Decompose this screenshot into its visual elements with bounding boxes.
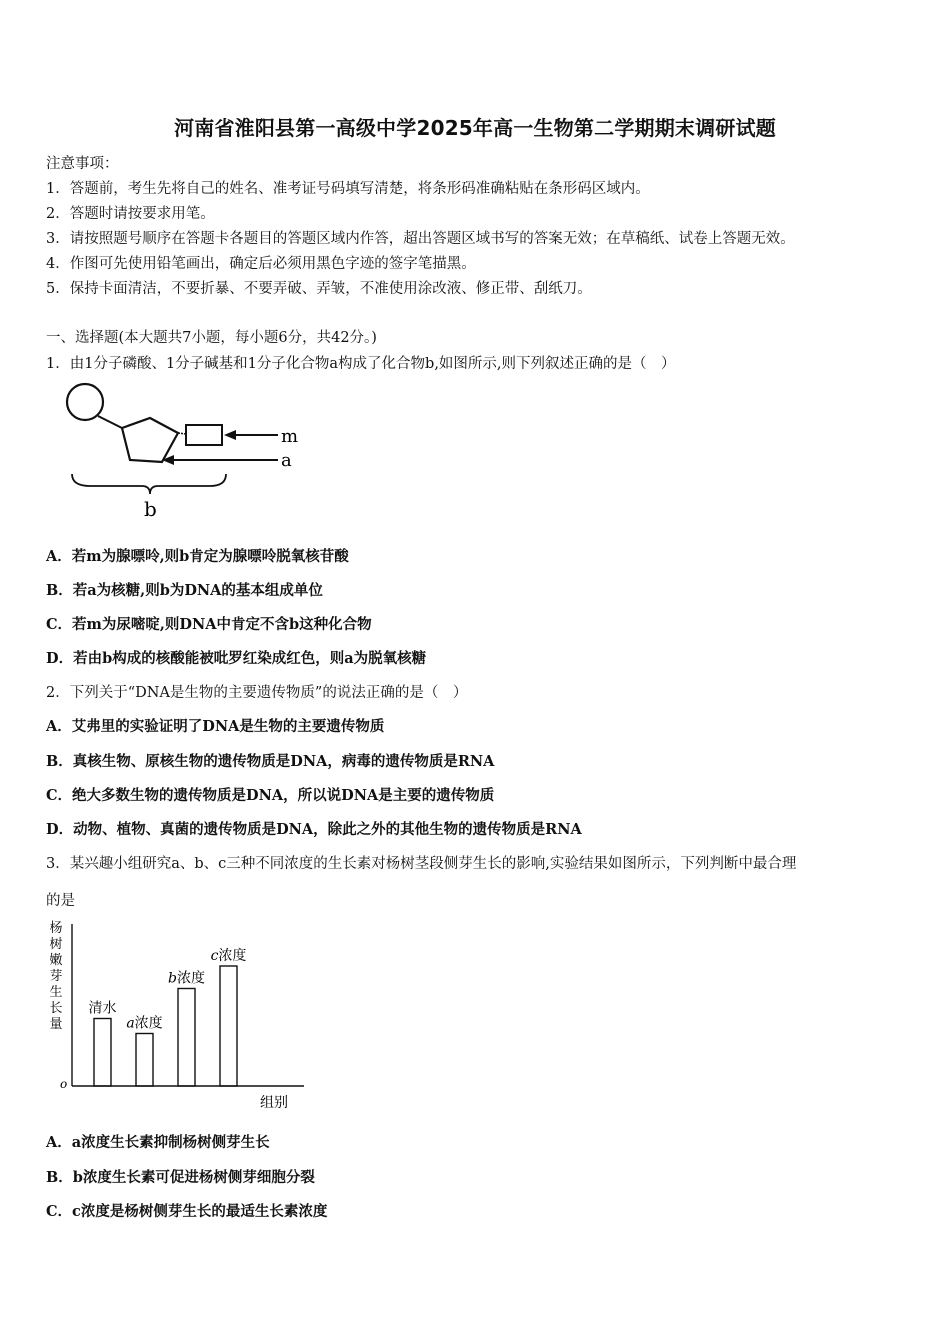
bar-2 [178,989,195,1087]
label-a: a [281,450,292,471]
question-3-option-b[interactable]: B．b浓度生长素可促进杨树侧芽细胞分裂 [46,1169,315,1186]
notice-item: 2．答题时请按要求用笔。 [46,206,215,222]
bar-0 [94,1019,111,1087]
question-1-stem: 1．由1分子磷酸、1分子碱基和1分子化合物a构成了化合物b,如图所示,则下列叙述正确的是（ ） [46,356,676,372]
section-heading: 一、选择题(本大题共7小题，每小题6分，共42分。) [46,330,377,346]
bar-3 [220,966,237,1086]
growth-bar-chart [44,920,314,1115]
base-rect [186,425,222,445]
glycosidic-bond [178,433,186,434]
bar-label-1: a浓度 [126,1015,163,1032]
x-axis-label: 组别 [260,1095,288,1111]
question-1-option-a[interactable]: A．若m为腺嘌呤,则b肯定为腺嘌呤脱氧核苷酸 [46,548,349,565]
question-1-option-b[interactable]: B．若a为核糖,则b为DNA的基本组成单位 [46,582,323,599]
label-b: b [144,497,157,521]
origin-label: o [60,1077,68,1091]
label-m: m [281,426,299,447]
bars-group [89,947,247,1086]
notice-item: 3．请按照题号顺序在答题卡各题目的答题区域内作答，超出答题区域书写的答案无效；在草稿纸、试卷上答题无效。 [46,231,795,247]
question-2-stem: 2．下列关于“DNA是生物的主要遗传物质”的说法正确的是（ ） [46,685,468,701]
bar-label-0: 清水 [88,1000,117,1017]
bar-label-2: b浓度 [168,970,205,987]
question-3-option-a[interactable]: A．a浓度生长素抑制杨树侧芽生长 [46,1134,270,1151]
notice-item: 1．答题前，考生先将自己的姓名、准考证号码填写清楚，将条形码准确粘贴在条形码区域内。 [46,181,650,197]
bar-label-3: c浓度 [210,948,247,964]
y-axis-label: 杨树嫩芽生长量 [49,921,63,1032]
question-2-option-c[interactable]: C．绝大多数生物的遗传物质是DNA，所以说DNA是主要的遗传物质 [46,787,495,804]
bar-1 [136,1034,153,1087]
brace-b [72,474,226,494]
question-1-option-c[interactable]: C．若m为尿嘧啶,则DNA中肯定不含b这种化合物 [46,616,372,633]
question-1-option-d[interactable]: D．若由b构成的核酸能被吡罗红染成红色，则a为脱氧核糖 [46,650,427,667]
notice-item: 5．保持卡面清洁，不要折暴、不要弄破、弄皱，不准使用涂改液、修正带、刮纸刀。 [46,281,592,297]
pentose-ring [122,418,178,462]
question-2-option-b[interactable]: B．真核生物、原核生物的遗传物质是DNA，病毒的遗传物质是RNA [46,753,495,770]
question-2-option-d[interactable]: D．动物、植物、真菌的遗传物质是DNA，除此之外的其他生物的遗传物质是RNA [46,821,582,838]
question-2-option-a[interactable]: A．艾弗里的实验证明了DNA是生物的主要遗传物质 [46,718,385,735]
nucleotide-diagram [60,378,320,523]
page-title: 河南省淮阳县第一高级中学2025年高一生物第二学期期末调研试题 [174,116,776,140]
phosphate-circle [67,384,103,420]
notice-item: 4．作图可先使用铅笔画出，确定后必须用黑色字迹的签字笔描黑。 [46,256,476,272]
question-3-stem-cont: 的是 [46,893,75,909]
arrowhead-m [224,430,236,440]
phosphate-bond [98,416,122,428]
question-3-stem: 3．某兴趣小组研究a、b、c三种不同浓度的生长素对杨树茎段侧芽生长的影响,实验结果如图所示，下列判断中最合理 [46,856,797,872]
notice-heading: 注意事项： [46,156,119,172]
question-3-option-c[interactable]: C．c浓度是杨树侧芽生长的最适生长素浓度 [46,1203,328,1220]
